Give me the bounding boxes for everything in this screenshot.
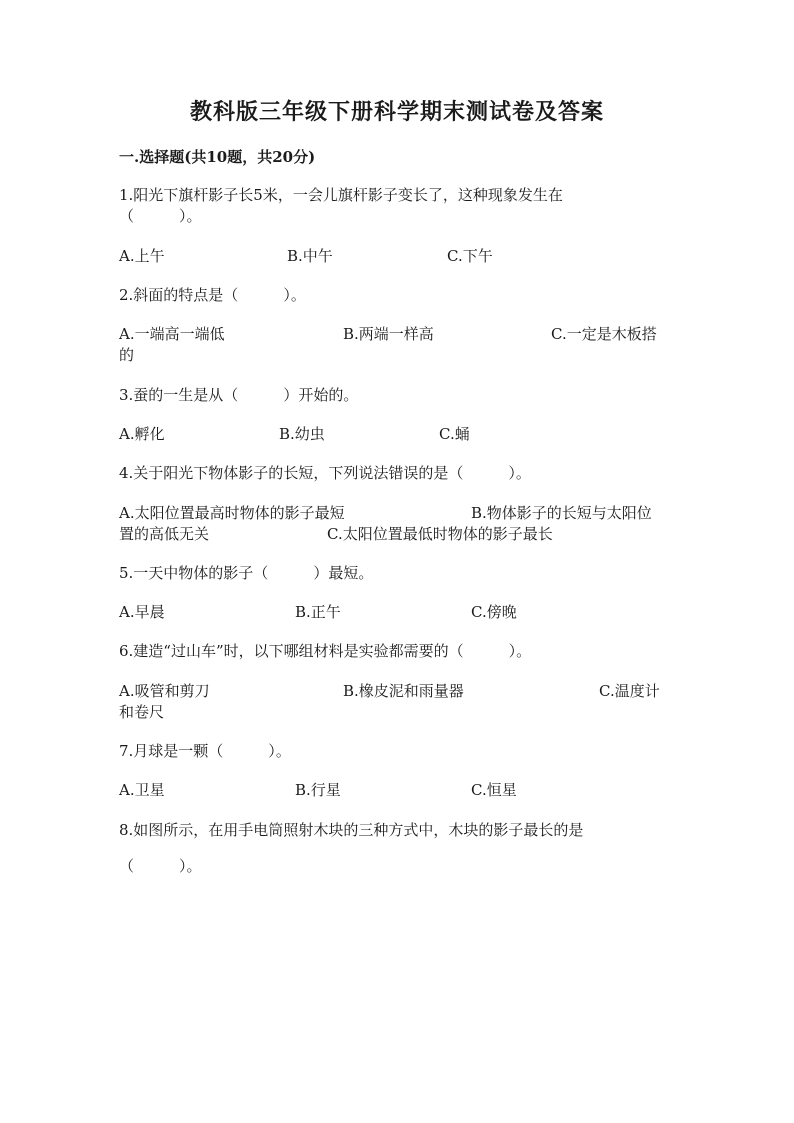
question-6-option-a: A.吸管和剪刀 bbox=[119, 682, 210, 700]
question-7-option-c: C.恒星 bbox=[471, 781, 517, 799]
question-2-option-b: B.两端一样高 bbox=[343, 325, 434, 343]
question-4-option-a: A.太阳位置最高时物体的影子最短 bbox=[119, 504, 345, 522]
question-2: 2.斜面的特点是（ ）。 bbox=[119, 286, 306, 304]
question-5-option-a: A.早晨 bbox=[119, 603, 165, 621]
question-2-option-c-wrap: 的 bbox=[119, 346, 135, 364]
question-6-option-c-wrap: 和卷尺 bbox=[119, 703, 165, 721]
question-3: 3.蚕的一生是从（ ）开始的。 bbox=[119, 386, 359, 404]
question-6: 6.建造“过山车”时，以下哪组材料是实验都需要的（ ）。 bbox=[119, 642, 532, 660]
question-8-line-2: （ ）。 bbox=[119, 857, 202, 875]
question-8-line-1: 8.如图所示，在用手电筒照射木块的三种方式中，木块的影子最长的是 bbox=[119, 821, 584, 839]
question-6-option-c: C.温度计 bbox=[599, 682, 660, 700]
question-4-option-c: C.太阳位置最低时物体的影子最长 bbox=[327, 525, 553, 543]
question-7-option-a: A.卫星 bbox=[119, 781, 165, 799]
question-6-option-b: B.橡皮泥和雨量器 bbox=[343, 682, 464, 700]
question-3-option-a: A.孵化 bbox=[119, 425, 165, 443]
question-7-option-b: B.行星 bbox=[295, 781, 341, 799]
question-1-option-a: A.上午 bbox=[119, 247, 165, 265]
question-7: 7.月球是一颗（ ）。 bbox=[119, 742, 291, 760]
question-4-option-b-wrap: 置的高低无关 bbox=[119, 525, 210, 543]
question-2-option-c: C.一定是木板搭 bbox=[551, 325, 657, 343]
question-4-option-b: B.物体影子的长短与太阳位 bbox=[471, 504, 652, 522]
page-title: 教科版三年级下册科学期末测试卷及答案 bbox=[189, 99, 604, 125]
question-3-option-b: B.幼虫 bbox=[279, 425, 325, 443]
question-1-option-c: C.下午 bbox=[447, 247, 493, 265]
question-5-option-b: B.正午 bbox=[295, 603, 341, 621]
question-5: 5.一天中物体的影子（ ）最短。 bbox=[119, 564, 374, 582]
section-heading: 一.选择题(共10题，共20分) bbox=[119, 148, 316, 166]
question-3-option-c: C.蛹 bbox=[439, 425, 470, 443]
question-4: 4.关于阳光下物体影子的长短，下列说法错误的是（ ）。 bbox=[119, 464, 531, 482]
question-2-option-a: A.一端高一端低 bbox=[119, 325, 225, 343]
question-5-option-c: C.傍晚 bbox=[471, 603, 517, 621]
question-1-option-b: B.中午 bbox=[287, 247, 333, 265]
question-1-line-2: （ ）。 bbox=[119, 207, 202, 225]
question-1-line-1: 1.阳光下旗杆影子长5米，一会儿旗杆影子变长了，这种现象发生在 bbox=[119, 186, 563, 204]
